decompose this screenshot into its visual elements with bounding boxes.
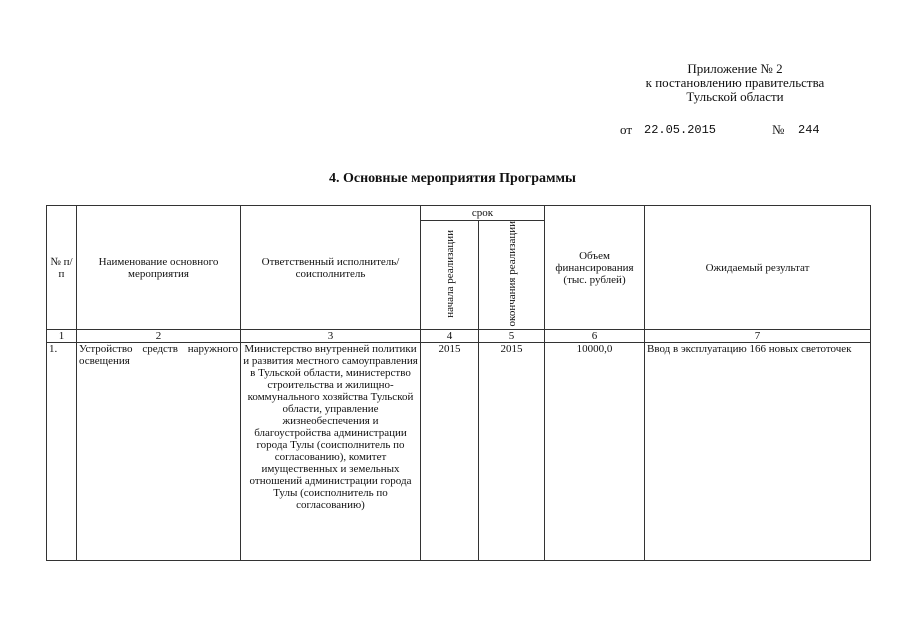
row-start: 2015 [421,343,479,561]
header-num-label: № п/п [50,255,73,280]
column-number: 7 [645,330,871,343]
program-activities-table [46,205,871,561]
row-end: 2015 [479,343,545,561]
appendix-line-decree: к постановлению правительства [645,75,825,90]
row-result: Ввод в эксплуатацию 166 новых светоточек [645,343,871,561]
header-funding [545,206,645,330]
column-number-row [47,330,871,343]
decree-date: 22.05.2015 [644,123,717,137]
appendix-line-region: Тульской области [686,89,784,104]
header-row-top [47,206,871,221]
header-num [47,206,77,330]
number-label: № [772,122,785,137]
header-end [479,221,545,330]
table-row [47,343,871,561]
date-label: от [620,122,633,137]
header-name-label: Наименование основного мероприятия [98,255,219,280]
header-period [421,206,545,221]
header-start [421,221,479,330]
column-number: 2 [77,330,241,343]
header-executor-label: Ответственный исполнитель/ соисполнитель [261,255,400,280]
column-number: 1 [47,330,77,343]
column-number: 4 [421,330,479,343]
section-title: 4. Основные мероприятия Программы [329,171,576,186]
appendix-title: Приложение № 2 [687,61,783,76]
row-num: 1. [47,343,77,561]
header-executor [241,206,421,330]
header-funding-label: Объем финансирования (тыс. рублей) [555,249,634,286]
row-funding: 10000,0 [545,343,645,561]
decree-number: 244 [798,123,820,137]
column-number: 5 [479,330,545,343]
header-period-label: срок [471,207,494,219]
header-name [77,206,241,330]
header-end-label: окончания реализации [505,221,518,327]
row-name: Устройство средств наружного освещения [77,343,241,561]
column-number: 6 [545,330,645,343]
row-executor: Министерство внутренней политики и развития местного самоуправления в Тульской области, министерство строительства и жилищно-коммунального хозяйства Тульской области, управление жизнеобеспечения и благоустройства администрации города Тулы (соисполнитель по согласованию), комитет имущественных и земельных отношений администрации города Тулы (соисполнитель по согласованию) [241,343,421,561]
appendix-header [620,62,850,104]
header-start-label: начала реализации [443,229,456,318]
column-number: 3 [241,330,421,343]
header-result [645,206,871,330]
header-result-label: Ожидаемый результат [705,261,810,274]
